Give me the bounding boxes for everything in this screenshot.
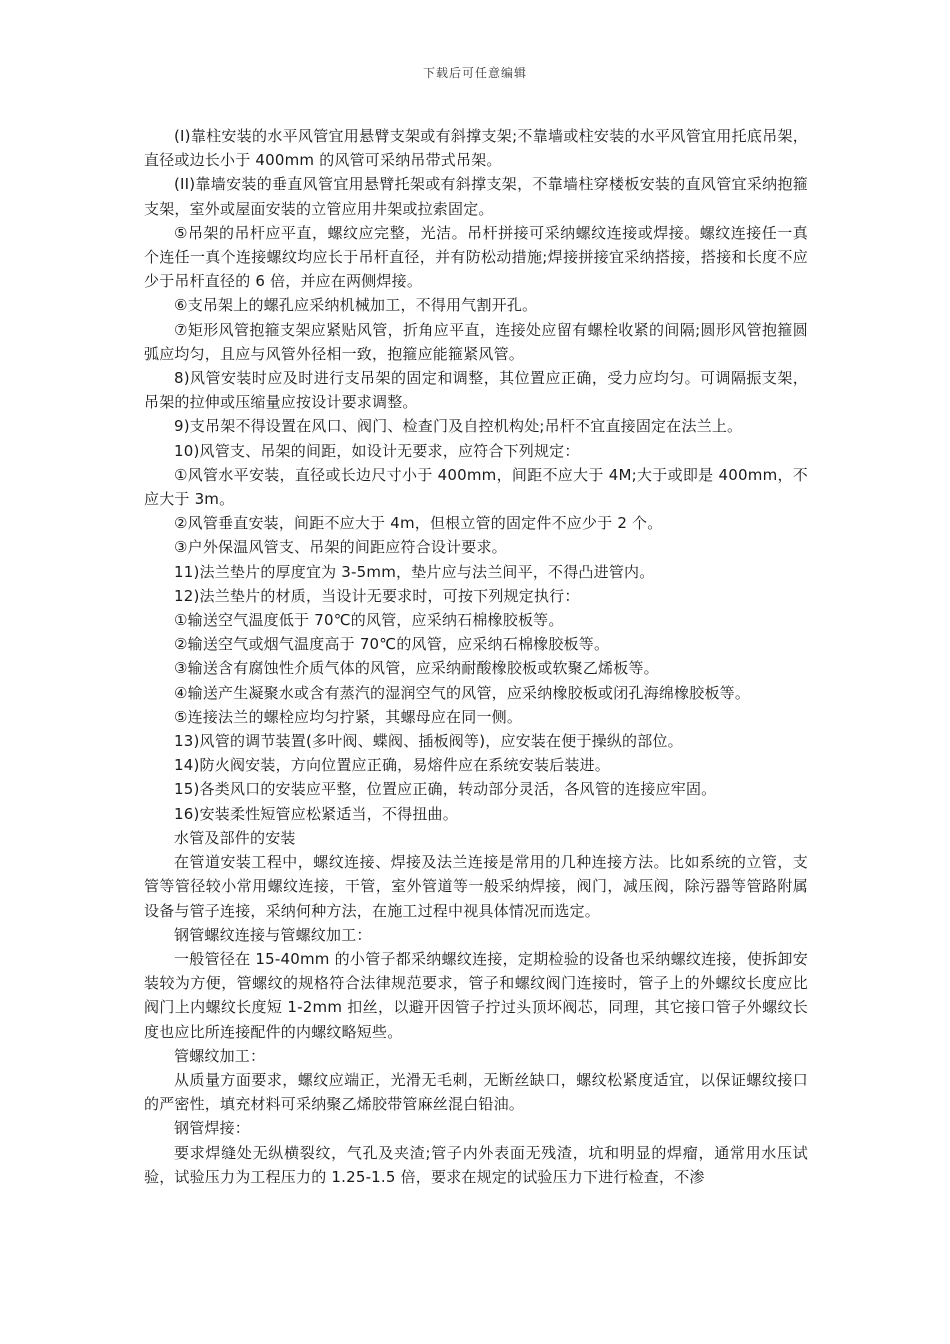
paragraph: ⑦矩形风管抱箍支架应紧贴风管，折角应平直，连接处应留有螺栓收紧的间隔;圆形风管抱箍圆弧应均匀，且应与风管外径相一致，抱箍应能箍紧风管。 bbox=[144, 320, 808, 363]
paragraph: (I)靠柱安装的水平风管宜用悬臂支架或有斜撑支架;不靠墙或柱安装的水平风管宜用托底吊架，直径或边长小于 400mm 的风管可采纳吊带式吊架。 bbox=[144, 127, 808, 170]
paragraph: 16)安装柔性短管应松紧适当，不得扭曲。 bbox=[174, 804, 458, 823]
paragraph: ③输送含有腐蚀性介质气体的风管，应采纳耐酸橡胶板或软聚乙烯板等。 bbox=[174, 659, 659, 678]
paragraph: 12)法兰垫片的材质，当设计无要求时，可按下列规定执行： bbox=[174, 586, 580, 605]
section-heading: 管螺纹加工： bbox=[174, 1046, 266, 1065]
paragraph: ⑤连接法兰的螺栓应均匀拧紧，其螺母应在同一侧。 bbox=[174, 707, 523, 726]
section-heading: 钢管螺纹连接与管螺纹加工： bbox=[174, 925, 372, 944]
paragraph: (II)靠墙安装的垂直风管宜用悬臂托架或有斜撑支架，不靠墙柱穿楼板安装的直风管宜采纳抱箍支架，室外或屋面安装的立管应用井架或拉索固定。 bbox=[144, 175, 808, 218]
paragraph: ⑤吊架的吊杆应平直，螺纹应完整，光洁。吊杆拼接可采纳螺纹连接或焊接。螺纹连接任一真个连任一真个连接螺纹均应长于吊杆直径，并有防松动措施;焊接拼接宜采纳搭接，搭接和长度不应少于吊杆直径的 6 倍，并应在两侧焊接。 bbox=[144, 223, 808, 291]
paragraph: 一般管径在 15-40mm 的小管子都采纳螺纹连接，定期检验的设备也采纳螺纹连接，使拆卸安装较为方便，管螺纹的规格符合法律规范要求，管子和螺纹阀门连接时，管子上的外螺纹长度应比阀门上内螺纹长度短 1-2mm 扣丝，以避开因管子拧过头顶坏阀芯，同理，其它接口管子外螺纹长度也应比所连接配件的内螺纹略短些。 bbox=[144, 949, 808, 1041]
paragraph: ③户外保温风管支、吊架的间距应符合设计要求。 bbox=[174, 538, 507, 557]
paragraph: ①风管水平安装，直径或长边尺寸小于 400mm，间距不应大于 4M;大于或即是 400mm，不应大于 3m。 bbox=[144, 465, 808, 509]
paragraph: ⑥支吊架上的螺孔应采纳机械加工，不得用气割开孔。 bbox=[174, 296, 538, 315]
paragraph: 从质量方面要求，螺纹应端正，光滑无毛刺，无断丝缺口，螺纹松紧度适宜，以保证螺纹接口的严密性，填充材料可采纳聚乙烯胶带管麻丝混白铅油。 bbox=[144, 1070, 808, 1114]
section-heading: 钢管焊接： bbox=[174, 1119, 251, 1138]
document-body bbox=[144, 124, 808, 1189]
paragraph: 在管道安装工程中，螺纹连接、焊接及法兰连接是常用的几种连接方法。比如系统的立管，支管等管径较小常用螺纹连接，干管，室外管道等一般采纳焊接，阀门，减压阀，除污器等管路附属设备与管子连接，采纳何种方法，在施工过程中视具体情况而选定。 bbox=[144, 853, 808, 920]
paragraph: 8)风管安装时应及时进行支吊架的固定和调整，其位置应正确，受力应均匀。可调隔振支架，吊架的拉伸或压缩量应按设计要求调整。 bbox=[144, 369, 808, 412]
section-heading: 水管及部件的安装 bbox=[174, 828, 296, 847]
paragraph: ①输送空气温度低于 70℃的风管，应采纳石棉橡胶板等。 bbox=[174, 611, 564, 630]
paragraph: 9)支吊架不得设置在风口、阀门、检查门及自控机构处;吊杆不宜直接固定在法兰上。 bbox=[174, 417, 743, 436]
paragraph: 15)各类风口的安装应平整，位置应正确，转动部分灵活，各风管的连接应牢固。 bbox=[174, 780, 717, 799]
paragraph: 13)风管的调节装置(多叶阀、蝶阀、插板阀等)，应安装在便于操纵的部位。 bbox=[174, 732, 683, 751]
paragraph: 10)风管支、吊架的间距，如设计无要求，应符合下列规定： bbox=[174, 441, 580, 460]
paragraph: 要求焊缝处无纵横裂纹，气孔及夹渣;管子内外表面无残渣，坑和明显的焊瘤，通常用水压试验，试验压力为工程压力的 1.25-1.5 倍，要求在规定的试验压力下进行检查，不渗 bbox=[144, 1143, 808, 1186]
paragraph: ②风管垂直安装，间距不应大于 4m，但根立管的固定件不应少于 2 个。 bbox=[174, 514, 663, 533]
paragraph: ④输送产生凝聚水或含有蒸汽的湿润空气的风管，应采纳橡胶板或闭孔海绵橡胶板等。 bbox=[174, 683, 751, 702]
page-header: 下载后可任意编辑 bbox=[422, 66, 527, 80]
paragraph: 11)法兰垫片的厚度宜为 3-5mm，垫片应与法兰间平，不得凸进管内。 bbox=[174, 562, 655, 581]
paragraph: 14)防火阀安装，方向位置应正确，易熔件应在系统安装后装进。 bbox=[174, 756, 610, 775]
paragraph: ②输送空气或烟气温度高于 70℃的风管，应采纳石棉橡胶板等。 bbox=[174, 635, 610, 654]
